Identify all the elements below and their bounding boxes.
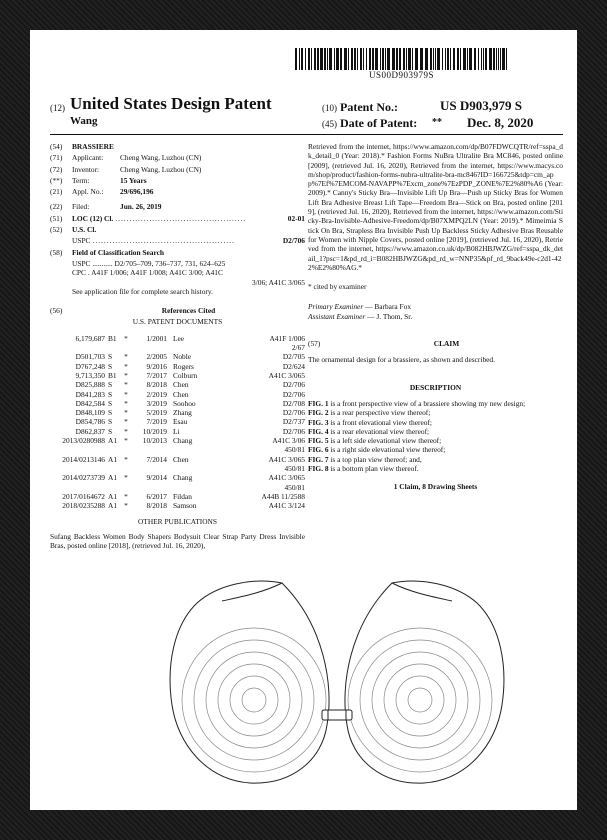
appl-field [50, 187, 305, 196]
figure-text: is a right side elevational view thereof; [328, 445, 446, 455]
figure-text: is a front perspective view of a brassiere showing my new design; [328, 398, 526, 408]
patent-kind: S [108, 426, 113, 436]
patent-kind: B1 [108, 370, 117, 380]
patent-kind: S [108, 417, 113, 427]
barcode-bar [369, 48, 371, 70]
barcode-bar [295, 48, 297, 70]
search-label: Field of Classification Search [72, 247, 165, 257]
description-heading: DESCRIPTION [409, 382, 462, 392]
patent-star: * [124, 398, 128, 408]
patent-cls: D2/708 [282, 398, 305, 408]
us-patent-row [50, 501, 305, 510]
patent-cls: A41C 3/065 [268, 473, 305, 483]
barcode-bar [363, 48, 364, 70]
patent-page [30, 30, 577, 810]
search-details [50, 259, 305, 296]
patent-kind: A1 [108, 501, 118, 511]
patent-date: 3/2019 [146, 398, 167, 408]
patent-name: Chen [173, 389, 189, 399]
patent-kind: S [108, 408, 113, 418]
barcode-bar [435, 48, 436, 70]
patent-num: 2014/0273739 [62, 473, 105, 483]
figure-text: is a top plan view thereof; and, [328, 454, 422, 464]
barcode-bar [496, 48, 497, 70]
barcode-bar [301, 48, 303, 70]
search-uspc: USPC ........... D2/705–709, 736–737, 731, 624–625 [72, 258, 226, 268]
patent-kind: S [108, 380, 113, 390]
patent-date: 8/2018 [146, 501, 167, 511]
barcode-bar [351, 48, 353, 70]
patent-num: 2014/0213146 [62, 454, 105, 464]
date-label: Date of Patent: [340, 116, 418, 130]
uspc-label: USPC [72, 236, 91, 246]
patent-star: * [124, 473, 128, 483]
patent-name: Lee [173, 333, 185, 343]
left-column [50, 142, 305, 550]
patent-star: * [124, 389, 128, 399]
barcode-bar [299, 48, 300, 70]
us-patent-row [50, 334, 305, 343]
patent-cls: D2/624 [282, 361, 305, 371]
patent-class-continued: 450/81 [284, 463, 305, 473]
term-value: 15 Years [120, 175, 147, 185]
barcode-bar [366, 48, 367, 70]
barcode-bar [324, 48, 326, 70]
patent-star: * [124, 408, 128, 418]
figure-label: FIG. 1 [308, 398, 329, 408]
barcode-bar [442, 48, 443, 70]
barcode-bar [382, 48, 384, 70]
figure-label: FIG. 2 [308, 408, 329, 418]
patent-star: * [124, 417, 128, 427]
patent-star: * [124, 436, 128, 446]
figure-label: FIG. 6 [308, 445, 329, 455]
patent-date: 2/2019 [146, 389, 167, 399]
patent-kind: S [108, 352, 113, 362]
barcode-bar [489, 48, 492, 70]
patent-name: Chang [173, 436, 193, 446]
barcode-bar [457, 48, 459, 70]
barcode-bar [311, 48, 312, 70]
patent-cls: D2/737 [282, 417, 305, 427]
term-field [50, 176, 305, 185]
figure-label: FIG. 5 [308, 436, 329, 446]
us-patent-row [50, 371, 305, 380]
patent-kind: S [108, 361, 113, 371]
barcode-bar [340, 48, 342, 70]
barcode-bar [380, 48, 381, 70]
assistant-examiner-label: Assistant Examiner [308, 311, 366, 321]
patent-date: 10/2019 [142, 426, 167, 436]
patent-date: 7/2019 [146, 417, 167, 427]
loc-code: (51) [50, 213, 63, 223]
barcode-bar [493, 48, 495, 70]
barcode-bar [433, 48, 434, 70]
patent-kind: S [108, 389, 113, 399]
uspc-field [50, 236, 305, 245]
code-10: (10) [322, 103, 337, 113]
patent-cls: D2/706 [282, 426, 305, 436]
figure-label: FIG. 4 [308, 426, 329, 436]
uscl-code: (52) [50, 225, 63, 235]
barcode-bar [336, 48, 339, 70]
patent-date: 9/2016 [146, 361, 167, 371]
barcode-bar [387, 48, 390, 70]
barcode-bar [392, 48, 395, 70]
barcode-bar [474, 48, 476, 70]
applicant-code: (71) [50, 153, 63, 163]
search-note: See application file for complete search history. [72, 286, 213, 296]
search-cpc-line1: CPC . A41F 1/006; A41F 1/008; A41C 3/00; A41C [72, 268, 223, 278]
filed-field [50, 202, 305, 211]
figure-text: is a left side elevational view thereof; [328, 436, 442, 446]
us-patent-row [50, 427, 305, 436]
claims-summary: 1 Claim, 8 Drawing Sheets [393, 482, 478, 492]
appl-number: 29/696,196 [120, 187, 154, 197]
patent-num: 9,713,350 [75, 370, 105, 380]
us-patents-heading: U.S. PATENT DOCUMENTS [132, 317, 223, 327]
patent-number: US D903,979 S [440, 98, 522, 113]
patent-num: 6,179,687 [75, 333, 105, 343]
barcode-bar [500, 48, 501, 70]
patent-cls: A41C 3/065 [268, 454, 305, 464]
patent-date: 7/2014 [146, 454, 167, 464]
claim-code: (57) [308, 339, 321, 349]
patent-num: D862,837 [75, 426, 105, 436]
loc-value: 02-01 [287, 213, 305, 223]
barcode-bar [408, 48, 411, 70]
barcode-bar [502, 48, 505, 70]
barcode-bar [481, 48, 482, 70]
other-publications-continued: Retrieved from the internet, https://www.amazon.com/dp/B07FDWCQTR/ref=sspa_dk_detail_0 (Year: 2018).* Fashion Forms NuBra Ultralite Bra MC846, posted online [2009], (retrieved Jul. 16, 2020), Retrieved from the internet, https://www.macys.com/shop/product/fashion-forms-nubra-ultralite-bra-mc846?ID=166725&tdp=cm_app%7Ef%7EMCOM-NAVAPP%7Excm_zone%7EzPDP_ZONE%7E2%80%A6 (Year: 2009).* Canny's Sticky Bra—Invisible Lift Up Bra—Push up Sticky Bras for Women Lift Bra Adhesive Breast Lift Tape—Freedom Bra—Stick on Bra, posted online [2019], (retrieved Jul. 16, 2020), Retrieved from the internet, https://www.amazon.com/Sticky-Bra-Invisible-Adhesive-Freedom/dp/B07XMPQ2LN (Year: 2019).* Mimeimia Stick On Bra, Strapless Bra Invisible Push Up Backless Sticky Adhesive Bras Reusable for Women with Nipple Covers, posted online [2019], (retrieved Jul. 16, 2020), Retrieved from the internet, https://www.amazon.co.uk/dp/B082HBJWZG/ref=sspa_dk_detail_1?psc=1&pd_rd_i=B082HBJWZG&pd_rd_w=NNP35&pf_rd_9back49e-c2d1-422%E2%80%AG.* [308, 142, 563, 272]
barcode-bar [385, 48, 386, 70]
barcode-bar [453, 48, 455, 70]
barcode-bar [425, 48, 428, 70]
patent-num: D825,888 [75, 380, 105, 390]
cited-note: * cited by examiner [308, 282, 367, 292]
barcode-bar [360, 48, 362, 70]
us-patent-row [50, 390, 305, 399]
patent-star: * [124, 454, 128, 464]
figure-description [308, 427, 563, 436]
barcode-bar [415, 48, 418, 70]
patent-cls: D2/706 [282, 408, 305, 418]
patent-class-continued: 2/67 [291, 343, 305, 353]
patent-name: Fildan [173, 491, 192, 501]
loc-field [50, 214, 305, 223]
document-title: United States Design Patent [70, 94, 272, 113]
inventor-code: (72) [50, 164, 63, 174]
figure-description [308, 455, 563, 464]
patent-date: Dec. 8, 2020 [467, 115, 534, 130]
barcode-bar [447, 48, 449, 70]
search-code: (58) [50, 247, 63, 257]
patent-date: 2/2005 [146, 352, 167, 362]
us-patent-row [50, 417, 305, 426]
patent-name: Chen [173, 454, 189, 464]
patent-cls: D2/706 [282, 389, 305, 399]
figure-label: FIG. 3 [308, 417, 329, 427]
primary-examiner-name: — Barbara Fox [365, 302, 412, 312]
term-code: (**) [50, 175, 63, 185]
references-heading-row [50, 306, 305, 315]
date-stars: ** [432, 117, 442, 128]
filed-code: (22) [50, 202, 63, 212]
barcode-bar [305, 48, 306, 70]
filed-date: Jun. 26, 2019 [120, 202, 162, 212]
inventor-label: Inventor: [72, 164, 100, 174]
patent-name: Noble [173, 352, 192, 362]
barcode-bar [420, 48, 423, 70]
patent-kind: S [108, 398, 113, 408]
code-12: (12) [50, 103, 65, 113]
patent-name: Rogers [173, 361, 194, 371]
barcode-bar [317, 48, 319, 70]
patent-name: Chen [173, 380, 189, 390]
center-clasp [322, 710, 352, 720]
patent-star: * [124, 426, 128, 436]
figure-description [308, 399, 563, 408]
claim-text: The ornamental design for a brassiere, as shown and described. [308, 355, 495, 365]
patent-date: 10/2013 [142, 436, 167, 446]
us-patent-row [50, 408, 305, 417]
barcode-bar [357, 48, 358, 70]
barcode-bar [460, 48, 461, 70]
right-column [308, 142, 563, 492]
right-cup-pattern [348, 628, 492, 772]
uscl-field [50, 225, 305, 234]
patent-num: 2017/0164672 [62, 491, 105, 501]
references-code: (56) [50, 306, 63, 316]
applicant-field [50, 153, 305, 162]
patent-no-label: Patent No.: [340, 100, 398, 114]
inventor-field [50, 165, 305, 174]
patent-name: Esau [173, 417, 188, 427]
patent-cls: A41C 3/06 [272, 436, 305, 446]
barcode-number: US00D903979S [368, 70, 434, 80]
uspc-value: D2/706 [282, 236, 305, 246]
references-heading: References Cited [161, 306, 216, 316]
patent-num: 2013/0280988 [62, 436, 105, 446]
primary-examiner-label: Primary Examiner [308, 302, 364, 312]
barcode-bar [399, 48, 401, 70]
term-label: Term: [72, 175, 90, 185]
barcode-bar [334, 48, 335, 70]
patent-name: Li [173, 426, 180, 436]
us-patent-row [50, 455, 305, 464]
us-patent-row [50, 473, 305, 482]
patent-class-continued: 450/81 [284, 482, 305, 492]
patent-date: 8/2018 [146, 380, 167, 390]
primary-examiner [308, 302, 563, 311]
barcode-bar [403, 48, 405, 70]
barcode-bar [445, 48, 446, 70]
barcode-bar [483, 48, 484, 70]
patent-date: 6/2017 [146, 491, 167, 501]
left-cup-pattern [182, 628, 326, 772]
loc-label: LOC (12) Cl. [72, 213, 114, 223]
brassiere-drawing [162, 575, 512, 790]
patent-num: D841,283 [75, 389, 105, 399]
patent-star: * [124, 370, 128, 380]
barcode-bar [314, 48, 316, 70]
us-patent-row [50, 362, 305, 371]
figure-text: is a rear perspective view thereof; [328, 408, 431, 418]
patent-star: * [124, 380, 128, 390]
patent-name: Colburn [173, 370, 198, 380]
patent-star: * [124, 361, 128, 371]
inventor-value: Cheng Wang, Luzhou (CN) [120, 164, 202, 174]
claim-heading: CLAIM [433, 339, 460, 349]
figure-text: is a bottom plan view thereof. [328, 464, 419, 474]
patent-name: Samson [173, 501, 197, 511]
appl-code: (21) [50, 187, 63, 197]
figure-description [308, 464, 563, 473]
barcode-bar [327, 48, 328, 70]
us-patent-row [50, 436, 305, 445]
patent-date: 7/2017 [146, 370, 167, 380]
barcode-bar [478, 48, 479, 70]
patent-name: Zhang [173, 408, 192, 418]
patent-num: D854,786 [75, 417, 105, 427]
patent-kind: B1 [108, 333, 117, 343]
barcode-bar [437, 48, 440, 70]
barcode-bar [375, 48, 378, 70]
patent-date: 1/2001 [146, 333, 167, 343]
left-cup-outline [170, 581, 329, 783]
title-code: (54) [50, 142, 63, 151]
inventor-surname: Wang [70, 115, 98, 127]
patent-name: Soohoo [173, 398, 196, 408]
patent-star: * [124, 491, 128, 501]
patent-cls: D2/705 [282, 352, 305, 362]
patent-cls: A41F 1/006 [269, 333, 305, 343]
patent-kind: A1 [108, 473, 118, 483]
barcode-bar [320, 48, 323, 70]
filed-label: Filed: [72, 202, 90, 212]
figure-text: is a front elevational view thereof; [328, 417, 432, 427]
patent-name: Chang [173, 473, 193, 483]
patent-kind: A1 [108, 436, 118, 446]
search-cpc-line2: 3/06; A41C 3/065 [252, 277, 305, 287]
figure-description [308, 408, 563, 417]
assistant-examiner-name: — J. Thom, Sr. [367, 311, 413, 321]
figure-text: is a rear elevational view thereof; [328, 426, 430, 436]
patent-num: D842,584 [75, 398, 105, 408]
barcode-bar [348, 48, 349, 70]
patent-num: D767,248 [75, 361, 105, 371]
us-patent-row [50, 352, 305, 361]
barcode-bar [308, 48, 310, 70]
us-patent-row [50, 399, 305, 408]
patent-star: * [124, 501, 128, 511]
patent-num: 2018/0235288 [62, 501, 105, 511]
uspc-leader: .................................................. [92, 236, 235, 246]
barcode-bar [412, 48, 413, 70]
patent-date: 5/2019 [146, 408, 167, 418]
patent-star: * [124, 333, 128, 343]
applicant-value: Cheng Wang, Luzhou (CN) [120, 153, 202, 163]
applicant-label: Applicant: [72, 153, 104, 163]
barcode-bar [329, 48, 332, 70]
search-field [50, 248, 305, 257]
code-45: (45) [322, 119, 337, 129]
barcode-bar [406, 48, 407, 70]
figure-label: FIG. 8 [308, 464, 329, 474]
patent-date: 9/2014 [146, 473, 167, 483]
barcode-bar [354, 48, 356, 70]
patent-cls: A44B 11/2588 [261, 491, 305, 501]
us-patent-row [50, 380, 305, 389]
claim-heading-row [308, 339, 563, 348]
patent-num: D848,109 [75, 408, 105, 418]
barcode-bar [344, 48, 347, 70]
patent-kind: A1 [108, 491, 118, 501]
uscl-label: U.S. Cl. [72, 225, 97, 235]
us-patent-row [50, 492, 305, 501]
assistant-examiner [308, 312, 563, 321]
patent-class-continued: 450/81 [284, 445, 305, 455]
design-title: BRASSIERE [72, 142, 114, 151]
barcode-bar [506, 48, 507, 70]
figure-description [308, 445, 563, 454]
appl-label: Appl. No.: [72, 187, 104, 197]
barcode-bar [450, 48, 451, 70]
patent-cls: A41C 3/065 [268, 370, 305, 380]
barcode-bar [396, 48, 398, 70]
header-rule [50, 134, 563, 135]
figure-description [308, 418, 563, 427]
barcode-bar [498, 48, 499, 70]
barcode-bar [485, 48, 487, 70]
us-patent-list [50, 334, 305, 511]
patent-cls: D2/706 [282, 380, 305, 390]
barcode-bar [430, 48, 432, 70]
figure-list [308, 399, 563, 473]
patent-cls: A41C 3/124 [268, 501, 305, 511]
right-cup-outline [345, 581, 504, 783]
patent-kind: A1 [108, 454, 118, 464]
figure-label: FIG. 7 [308, 454, 329, 464]
patent-star: * [124, 352, 128, 362]
title-field [50, 142, 305, 151]
barcode-bar [463, 48, 466, 70]
barcode [295, 48, 508, 70]
barcode-bar [372, 48, 374, 70]
patent-num: D501,703 [75, 352, 105, 362]
figure-description [308, 436, 563, 445]
barcode-bar [467, 48, 468, 70]
barcode-bar [469, 48, 472, 70]
other-publications-text: Sufang Backless Women Body Shapers Bodysuit Clear Strap Party Dress Invisible Bras, posted online [2018], (retrieved Jul. 16, 2020), [50, 531, 305, 550]
other-publications-heading: OTHER PUBLICATIONS [137, 517, 218, 527]
loc-leader: .............................................. [115, 213, 247, 223]
